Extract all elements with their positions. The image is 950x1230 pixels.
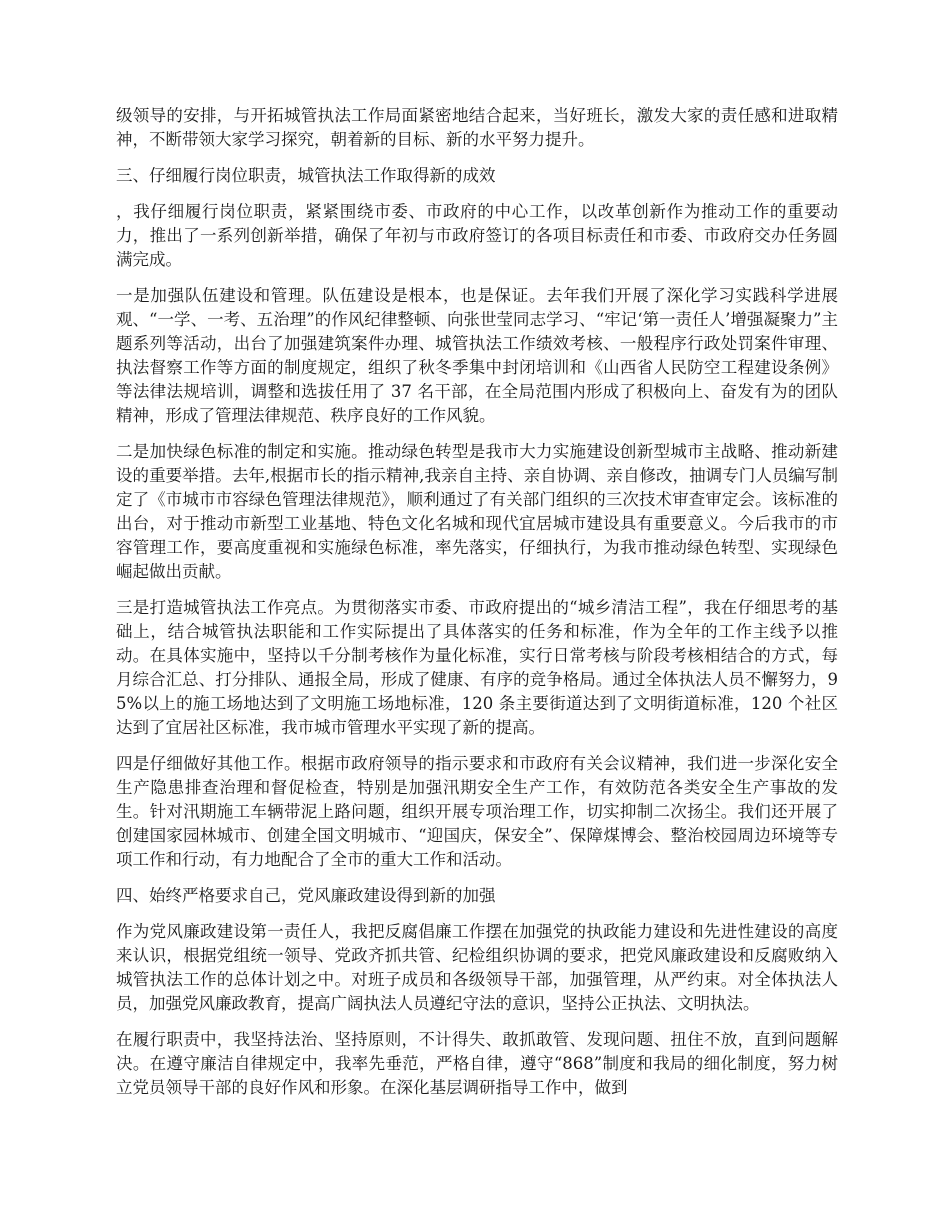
paragraph-continuation: 级领导的安排，与开拓城管执法工作局面紧密地结合起来，当好班长，激发大家的责任感和进取精神，不断带领大家学习探究，朝着新的目标、新的水平努力提升。 (116, 106, 838, 149)
paragraph-other-work: 四是仔细做好其他工作。根据市政府领导的指示要求和市政府有关会议精神，我们进一步深化安全生产隐患排查治理和督促检查，特别是加强汛期安全生产工作，有效防范各类安全生产事故的发生。针对汛期施工车辆带泥上路问题，组织开展专项治理工作，切实抑制二次扬尘。我们还开展了创建国家园林城市、创建全国文明城市、“迎国庆，保安全”、保障煤博会、整治校园周边环境等专项工作和行动，有力地配合了全市的重大工作和活动。 (116, 754, 838, 869)
paragraph-anticorruption: 作为党风廉政建设第一责任人，我把反腐倡廉工作摆在加强党的执政能力建设和先进性建设的高度来认识，根据党组统一领导、党政齐抓共管、纪检组织协调的要求，把党风廉政建设和反腐败纳入城管执法工作的总体计划之中。对班子成员和各级领导干部，加强管理，从严约束。对全体执法人员，加强党风廉政教育，提高广阔执法人员遵纪守法的意识，坚持公正执法、文明执法。 (116, 922, 838, 1013)
paragraph-team-building: 一是加强队伍建设和管理。队伍建设是根本，也是保证。去年我们开展了深化学习实践科学进展观、“一学、一考、五治理”的作风纪律整顿、向张世莹同志学习、“牢记‘第一责任人’增强凝聚力”主题系列等活动，出台了加强建筑案件办理、城管执法工作绩效考核、一般程序行政处罚案件审理、执法督察工作等方面的制度规定，组织了秋冬季集中封闭培训和《山西省人民防空工程建设条例》等法律法规培训，调整和选拔任用了 37 名干部，在全局范围内形成了积极向上、奋发有为的团队精神，形成了管理法律规范、秩序良好的工作风貌。 (116, 286, 838, 425)
paragraph-section3-intro: ，我仔细履行岗位职责，紧紧围绕市委、市政府的中心工作，以改革创新作为推动工作的重要动力，推出了一系列创新举措，确保了年初与市政府签订的各项目标责任和市委、市政府交办任务圆满完成。 (116, 202, 838, 269)
paragraph-duties: 在履行职责中，我坚持法治、坚持原则，不计得失、敢抓敢管、发现问题、扭住不放，直到问题解决。在遵守廉洁自律规定中，我率先垂范，严格自律，遵守“868”制度和我局的细化制度，努力树立党员领导干部的良好作风和形象。在深化基层调研指导工作中，做到 (116, 1030, 838, 1097)
paragraph-highlights: 三是打造城管执法工作亮点。为贯彻落实市委、市政府提出的“城乡清洁工程”，我在仔细思考的基础上，结合城管执法职能和工作实际提出了具体落实的任务和标准，作为全年的工作主线予以推动。在具体实施中，坚持以千分制考核作为量化标准，实行日常考核与阶段考核相结合的方式，每月综合汇总、打分排队、通报全局，形成了健康、有序的竞争格局。通过全体执法人员不懈努力，95%以上的施工场地达到了文明施工场地标准，120 条主要街道达到了文明街道标准，120 个社区达到了宜居社区标准，我市城市管理水平实现了新的提高。 (116, 598, 838, 737)
section-heading-3: 三、仔细履行岗位职责，城管执法工作取得新的成效 (116, 166, 496, 185)
paragraph-green-standards: 二是加快绿色标准的制定和实施。推动绿色转型是我市大力实施建设创新型城市主战略、推动新建设的重要举措。去年,根据市长的指示精神,我亲自主持、亲自协调、亲自修改，抽调专门人员编写制定了《市城市市容绿色管理法律规范》，顺利通过了有关部门组织的三次技术审查审定会。该标准的出台，对于推动市新型工业基地、特色文化名城和现代宜居城市建设具有重要意义。今后我市的市容管理工作，要高度重视和实施绿色标准，率先落实，仔细执行，为我市推动绿色转型、实现绿色崛起做出贡献。 (116, 442, 838, 581)
section-heading-4: 四、始终严格要求自己，党风廉政建设得到新的加强 (116, 886, 496, 905)
